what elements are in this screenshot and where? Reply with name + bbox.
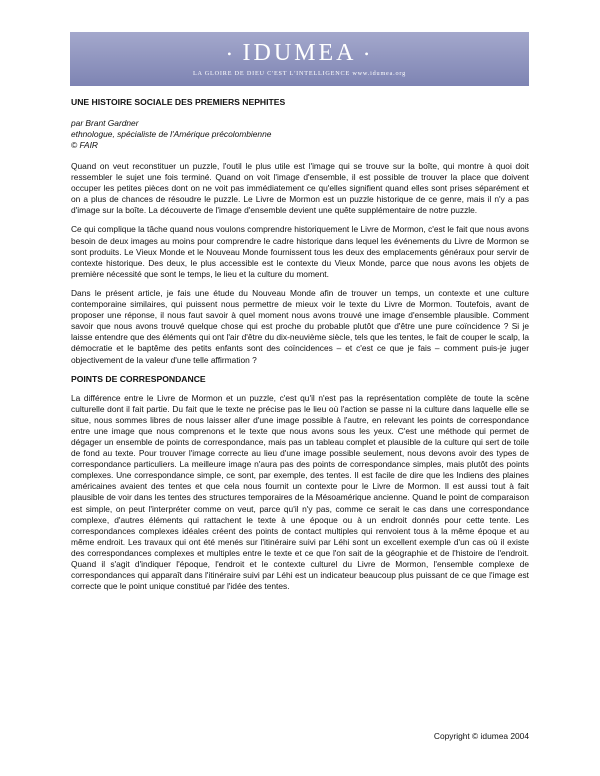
copyright-notice: Copyright © idumea 2004: [433, 731, 529, 741]
ornament-right-icon: •: [364, 47, 372, 62]
site-logo: [70, 32, 529, 67]
article-byline: [71, 118, 529, 151]
ornament-left-icon: •: [227, 47, 235, 62]
author-name: par Brant Gardner: [71, 118, 139, 128]
site-banner: [70, 32, 529, 86]
site-tagline: LA GLOIRE DE DIEU C'EST L'INTELLIGENCE www.idumea.org: [192, 70, 407, 78]
section-paragraph: La différence entre le Livre de Mormon et un puzzle, c'est qu'il n'est pas la représentation complète de toute la scène culturelle dont il fait partie. Du fait que le texte ne précise pas le lieu où l'action se passe ni la culture dans laquelle elle se situe, nous sommes libres de nous laisser aller d'une image possible à l'autre, en relevant les points de correspondance entre une image que nous comprenons et le texte que nous avons sous les yeux. C'est une méthode qui permet de dégager un ensemble de points de correspondance, mais pas un tableau complet et plausible de la culture qui sert de toile de fond au texte. Pour trouver l'image correcte au lieu d'une image possible seulement, nous devons avoir des types de correspondance particuliers. La meilleure image n'aura pas des points de correspondance simples, mais plutôt des points complexes. Une correspondance simple, ce sont, par exemple, des tentes. Il est facile de dire que les Indiens des plaines américaines avaient des tentes et que cela nous fournit un contexte pour le Livre de Mormon. Il est aussi tout à fait plausible de voir dans les tentes des structures temporaires de la Mésoamérique ancienne. Quand le point de comparaison est simple, on peut l'interpréter comme on veut, parce qu'il n'y pas, comme ce serait le cas dans une correspondance complexe, d'autres éléments qui rattachent le texte à une époque ou à un endroit donnés pour cette tente. Les correspondances complexes idéales créent des points de contact multiples qui renvoient tous à la même époque et au même endroit. Les travaux qui ont été menés sur l'itinéraire suivi par Léhi sont un excellent exemple d'un cas où il existe des correspondances complexes et multiples entre le texte et ce que l'on sait de la géographie et de l'histoire de l'endroit. Quand il s'agit d'indiquer l'époque, l'endroit et le contexte culturel du Livre de Mormon, l'ensemble complexe de correspondances qui apparaît dans l'itinéraire suivi par Léhi est un indicateur beaucoup plus puissant de ce que l'image est correcte que le point unique constitué par l'idée des tentes.: [71, 392, 529, 592]
article-source: © FAIR: [71, 140, 98, 150]
paragraph-1: Quand on veut reconstituer un puzzle, l'outil le plus utile est l'image qui se trouve sur la boîte, qui montre à quoi doit ressembler le sujet une fois terminé. Quand on voit l'image d'ensemble, il est possible de trouver la place que doivent occuper les petites pièces dont on ne voit pas immédiatement ce qu'elles signifient quand elles sont prises séparément et on a plus de chances de résoudre le puzzle. Le Livre de Mormon est un puzzle historique de ce genre, mais il n'y a pas d'image sur la boîte. La découverte de l'image d'ensemble devient une quête supplémentaire de notre puzzle.: [71, 161, 529, 216]
article: [71, 97, 529, 600]
section-heading: POINTS DE CORRESPONDANCE: [71, 373, 206, 384]
author-role: ethnologue, spécialiste de l'Amérique précolombienne: [71, 129, 272, 139]
paragraph-3: Dans le présent article, je fais une étude du Nouveau Monde afin de trouver un temps, un contexte et une culture contemporaine similaires, qui puissent nous permettre de mieux voir le texte du Livre de Mormon. Toutefois, avant de proposer une réponse, il nous faut savoir à quel moment nous avons trouvé une image d'ensemble plausible. Comment savoir que nous avons trouvé quelque chose qui est proche du probable plutôt que d'être une pure coïncidence ? Si je laisse entendre que des éléments qui ont l'air d'être du dix-neuvième siècle, tels que les tentes, le fait de couper le scalp, la démocratie et le baptême des petits enfants sont des coïncidences – et c'est ce que je fais – comment puis-je juger objectivement de la valeur d'une telle affirmation ?: [71, 287, 529, 365]
article-title: UNE HISTOIRE SOCIALE DES PREMIERS NEPHITES: [71, 97, 286, 107]
site-title: IDUMEA: [242, 40, 357, 66]
paragraph-2: Ce qui complique la tâche quand nous voulons comprendre historiquement le Livre de Mormon, c'est le fait que nous avons besoin de deux images au moins pour comprendre le cadre historique dans lequel les événements du Livre de Mormon se sont produits. Le Vieux Monde et le Nouveau Monde fournissent tous les deux des emplacements généraux pour servir de contexte historique. Des deux, le plus accessible est le contexte du Vieux Monde, parce que nous avons les objets de première nécessité que sont le temps, le lieu et la culture du moment.: [71, 224, 529, 279]
